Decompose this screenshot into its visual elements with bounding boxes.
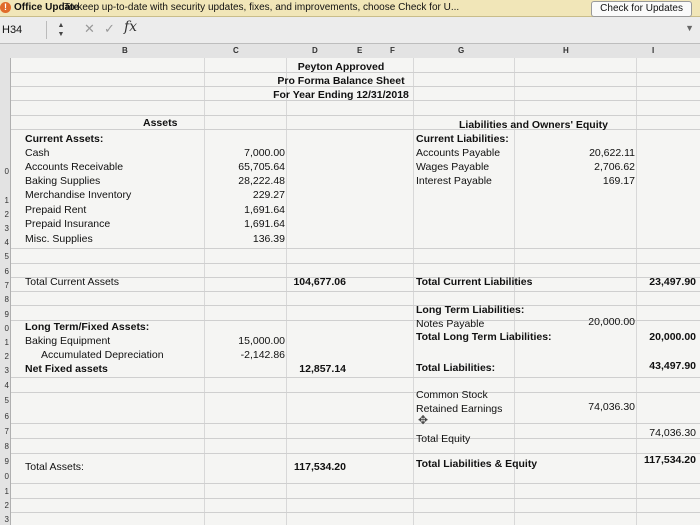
liability-name: Wages Payable	[416, 161, 490, 173]
chevron-down-icon[interactable]: ▼	[685, 23, 694, 33]
asset-name: Prepaid Rent	[25, 204, 87, 216]
total-current-liabilities-label: Total Current Liabilities	[416, 276, 533, 288]
liabilities-heading: Liabilities and Owners' Equity	[459, 119, 608, 131]
column-header[interactable]: B	[122, 46, 128, 55]
row-header[interactable]: 7	[4, 281, 9, 290]
row-header[interactable]: 9	[4, 310, 9, 319]
liability-amount: 2,706.62	[594, 161, 635, 173]
total-assets-value: 117,534.20	[294, 461, 346, 473]
liability-name: Interest Payable	[416, 175, 492, 187]
asset-name: Prepaid Insurance	[25, 218, 111, 230]
row-header[interactable]: 1	[4, 487, 9, 496]
row-headers	[0, 58, 11, 525]
current-liabilities-label: Current Liabilities:	[416, 133, 509, 145]
net-fixed-assets-label: Net Fixed assets	[25, 363, 108, 375]
grid-line	[11, 512, 700, 513]
row-header[interactable]: 4	[4, 238, 9, 247]
asset-amount: 136.39	[252, 233, 285, 245]
column-header[interactable]: I	[652, 46, 655, 55]
total-liabilities-equity-label: Total Liabilities & Equity	[416, 458, 538, 470]
row-header[interactable]: 2	[4, 352, 9, 361]
company-name: Peyton Approved	[297, 61, 385, 73]
row-header[interactable]: 0	[4, 167, 9, 176]
grid-line	[11, 248, 700, 249]
column-headers	[0, 44, 700, 59]
grid-line	[11, 498, 700, 499]
report-title: Pro Forma Balance Sheet	[277, 75, 405, 87]
asset-name: Misc. Supplies	[25, 233, 93, 245]
long-term-liabilities-label: Long Term Liabilities:	[416, 304, 525, 316]
formula-divider	[46, 21, 47, 39]
name-box-stepper-icon[interactable]: ▲ ▼	[57, 22, 65, 38]
asset-name: Accounts Receivable	[25, 161, 124, 173]
total-current-assets-value: 104,677.06	[293, 276, 346, 288]
function-icon[interactable]: fx	[124, 19, 138, 35]
row-header[interactable]: 5	[4, 252, 9, 261]
update-banner	[0, 0, 700, 17]
row-header[interactable]: 5	[4, 396, 9, 405]
row-header[interactable]: 2	[4, 501, 9, 510]
liability-amount: 20,622.11	[589, 147, 635, 159]
grid-line	[11, 263, 700, 264]
formula-bar	[0, 17, 700, 44]
move-cursor-icon: ✥	[418, 413, 429, 427]
row-header[interactable]: 7	[4, 427, 9, 436]
column-header[interactable]: C	[233, 46, 239, 55]
name-box[interactable]: H34	[2, 24, 23, 36]
asset-amount: 28,222.48	[238, 175, 285, 187]
asset-name: Merchandise Inventory	[25, 189, 132, 201]
row-header[interactable]: 6	[4, 267, 9, 276]
grid-line	[11, 305, 700, 306]
total-equity-label: Total Equity	[416, 433, 471, 445]
liability-amount: 169.17	[602, 175, 635, 187]
report-period: For Year Ending 12/31/2018	[273, 89, 409, 101]
column-header[interactable]: G	[458, 46, 465, 55]
row-header[interactable]: 8	[4, 442, 9, 451]
asset-amount: 1,691.64	[244, 204, 285, 216]
notes-payable-label: Notes Payable	[416, 318, 485, 330]
total-long-term-value: 20,000.00	[649, 331, 696, 343]
grid-line	[11, 423, 700, 424]
row-header[interactable]: 3	[4, 366, 9, 375]
total-liabilities-label: Total Liabilities:	[416, 362, 496, 374]
row-header[interactable]: 1	[4, 338, 9, 347]
grid-line	[11, 115, 700, 116]
retained-earnings-amount: 74,036.30	[588, 401, 635, 413]
row-header[interactable]: 9	[4, 457, 9, 466]
grid-line	[11, 291, 700, 292]
total-assets-label: Total Assets:	[25, 461, 84, 473]
net-fixed-assets-value: 12,857.14	[299, 363, 346, 375]
grid-line	[11, 377, 700, 378]
banner-app-label: Office Update	[14, 2, 80, 13]
accept-icon[interactable]: ✓	[104, 21, 115, 36]
assets-heading: Assets	[143, 117, 178, 129]
fixed-asset-amount: 15,000.00	[238, 335, 285, 347]
row-header[interactable]: 6	[4, 412, 9, 421]
total-equity-value: 74,036.30	[649, 427, 696, 439]
column-header[interactable]: H	[563, 46, 569, 55]
notes-payable-amount: 20,000.00	[588, 316, 635, 328]
grid-line	[11, 453, 700, 454]
banner-message: To keep up-to-date with security updates, fixes, and improvements, choose Check for U...	[64, 2, 460, 13]
row-header[interactable]: 3	[4, 515, 9, 524]
column-header[interactable]: F	[390, 46, 395, 55]
column-header[interactable]: D	[312, 46, 318, 55]
row-header[interactable]: 3	[4, 224, 9, 233]
total-liabilities-equity-value: 117,534.20	[644, 454, 696, 466]
warning-icon: !	[0, 2, 11, 13]
row-header[interactable]: 0	[4, 472, 9, 481]
grid-line	[11, 392, 700, 393]
retained-earnings-label: Retained Earnings	[416, 403, 503, 415]
fixed-asset-name: Accumulated Depreciation	[41, 349, 164, 361]
current-assets-label: Current Assets:	[25, 133, 104, 145]
row-header[interactable]: 8	[4, 295, 9, 304]
fixed-assets-label: Long Term/Fixed Assets:	[25, 321, 150, 333]
asset-amount: 7,000.00	[244, 147, 285, 159]
asset-amount: 1,691.64	[244, 218, 285, 230]
grid-line	[11, 483, 700, 484]
row-header[interactable]: 2	[4, 210, 9, 219]
check-for-updates-button[interactable]: Check for Updates	[591, 1, 692, 17]
total-current-assets-label: Total Current Assets	[25, 276, 119, 288]
total-current-liabilities-value: 23,497.90	[649, 276, 696, 288]
grid-line	[11, 438, 700, 439]
fixed-asset-amount: -2,142.86	[240, 349, 285, 361]
asset-amount: 65,705.64	[238, 161, 285, 173]
row-header[interactable]: 1	[4, 196, 9, 205]
asset-amount: 229.27	[252, 189, 285, 201]
asset-name: Cash	[25, 147, 50, 159]
liability-name: Accounts Payable	[416, 147, 501, 159]
cancel-icon[interactable]: ✕	[84, 21, 95, 36]
asset-name: Baking Supplies	[25, 175, 101, 187]
spreadsheet-grid[interactable]	[11, 58, 700, 525]
fixed-asset-name: Baking Equipment	[25, 335, 111, 347]
row-header[interactable]: 0	[4, 324, 9, 333]
column-header[interactable]: E	[357, 46, 363, 55]
common-stock-label: Common Stock	[416, 389, 488, 401]
row-header[interactable]: 4	[4, 381, 9, 390]
total-liabilities-value: 43,497.90	[649, 360, 696, 372]
total-long-term-label: Total Long Term Liabilities:	[416, 331, 552, 343]
